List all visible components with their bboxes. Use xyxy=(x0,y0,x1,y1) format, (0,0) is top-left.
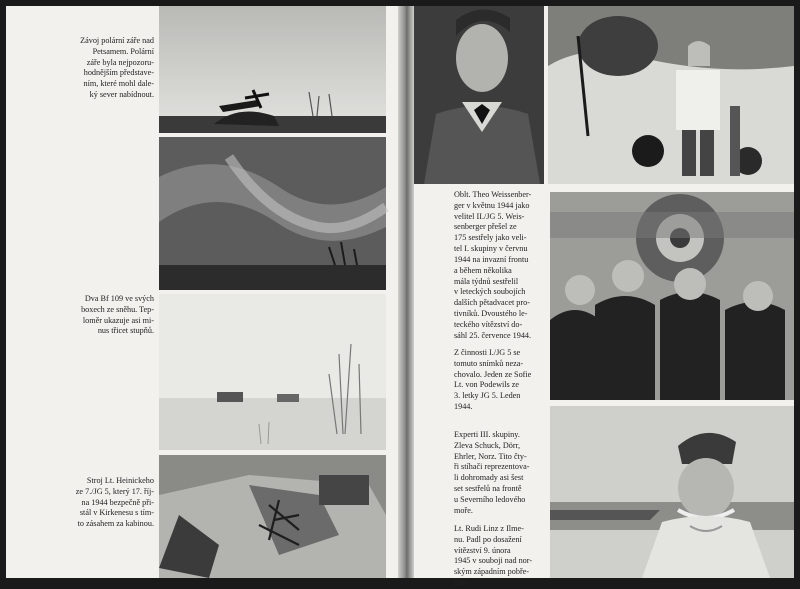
photo-weissenberger-portrait xyxy=(414,6,544,184)
photo-snow-boxes xyxy=(159,294,386,450)
photo-linz-portrait xyxy=(550,406,794,578)
caption-bf109: Dva Bf 109 ve svých boxech ze sněhu. Tep- loměr ukazuje asi mi- nus třicet stupňů. xyxy=(81,294,154,336)
book-gutter xyxy=(398,6,414,578)
photo-aircraft-silhouette xyxy=(159,6,386,133)
left-page xyxy=(6,6,398,578)
right-page xyxy=(414,6,794,588)
caption-wreck: Stroj Lt. Heinickeho ze 7./JG 5, který 17. říj- na 1944 bezpečně při- stál v Kirkenesu s tím- to zásahem za kabinou. xyxy=(75,476,154,529)
photo-aurora xyxy=(159,137,386,290)
photo-pilot-by-aircraft xyxy=(548,6,794,184)
caption-aurora: Závoj polární záře nad Petsamem. Polární záře byla nejpozoru- hodnějším představe- ním, které mohl dale- ký sever nabídnout. xyxy=(80,36,154,100)
caption-group: Z činnosti I./JG 5 se tomuto snímků neza- chovalo. Jeden ze Sofie Lt. von Podewils ze 3. letky JG 5. Leden 1944. xyxy=(454,348,532,412)
photo-pilot-group xyxy=(550,192,794,400)
caption-linz: Lt. Rudi Linz z Ilme- nu. Padl po dosažení vítězství 9. února 1945 v souboji nad nor- ským západním pobře- žím. xyxy=(454,524,533,588)
caption-experts: Experti III. skupiny. Zleva Schuck, Dörr, Ehrler, Norz. Tito čty- ři stíhači reprezentova- li dohromady asi šest set sestřelů na frontě u Severního ledového moře. xyxy=(454,430,530,515)
caption-weissenberger: Oblt. Theo Weissenber- ger v květnu 1944 jako velitel II./JG 5. Weis- senberger přešel ze 175 sestřely jako veli- tel I. skupiny v červnu 1944 na invazní frontu a během několika mála týdnů sestřelil v leteckých soubojích dalších pětadvacet pro- tivníků. Dvoustého le- teckého vítězství do- sáhl 25. července 1944. xyxy=(454,190,532,340)
photo-damaged-aircraft xyxy=(159,455,386,578)
